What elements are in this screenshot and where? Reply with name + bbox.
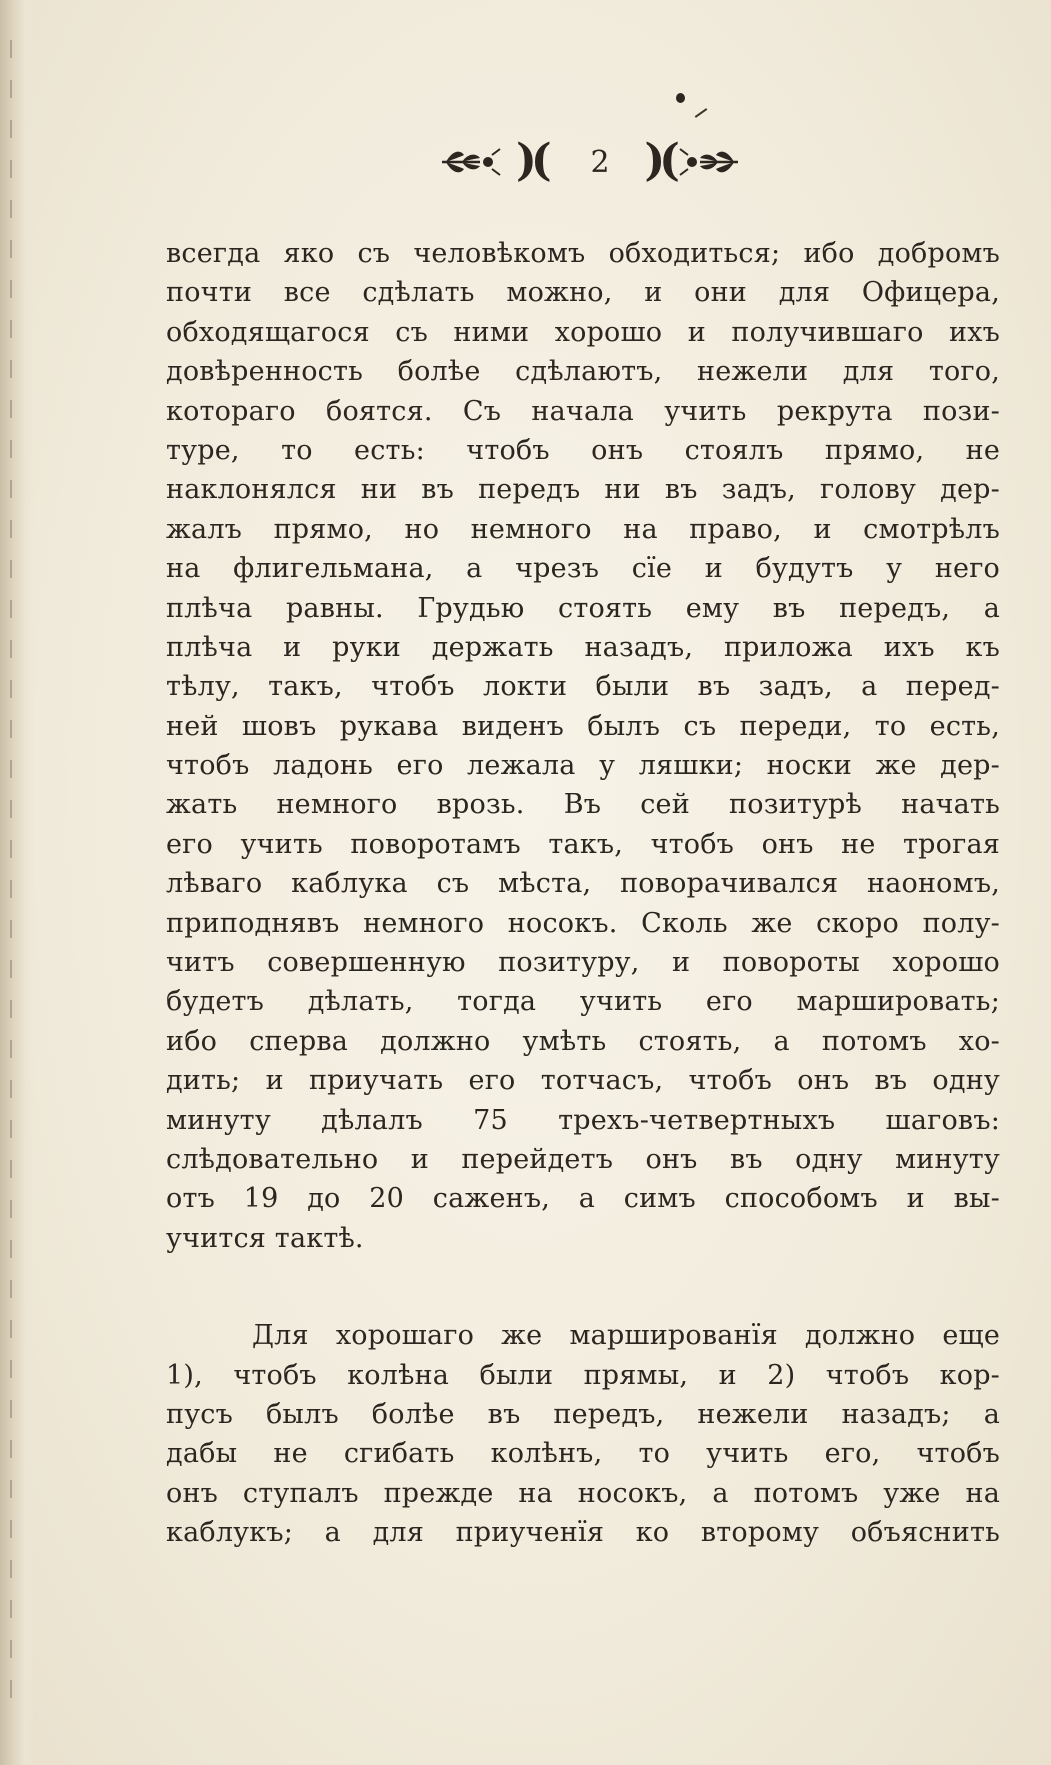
text-line: всегда яко съ человѣкомъ обходиться; ибо добромъ — [166, 238, 1000, 269]
text-line: жать немного врозь. Въ сей позитурѣ начать — [166, 789, 1000, 821]
text-line: тѣлу, такъ, чтобъ локти были въ задъ, а перед- — [166, 671, 1000, 703]
text-line: 1), чтобъ колѣна были прямы, и 2) чтобъ кор- — [166, 1359, 1000, 1391]
text-line: плѣча и руки держать назадъ, приложа ихъ къ — [166, 631, 1000, 663]
text-line: слѣдовательно и перейдетъ онъ въ одну минуту — [166, 1143, 1000, 1175]
text-line: дить; и приучать его тотчасъ, чтобъ онъ въ одну — [166, 1065, 1000, 1097]
body-text — [166, 234, 1000, 1553]
floral-ornament-right-icon — [678, 145, 740, 179]
text-line: довѣренность болѣе сдѣлаютъ, нежели для того, — [166, 356, 1000, 388]
text-line: будетъ дѣлать, тогда учить его маршировать; — [166, 986, 1000, 1018]
text-line: лѣваго каблука съ мѣста, поворачивался наономъ, — [166, 868, 1000, 900]
text-line: почти все сдѣлать можно, и они для Офицера, — [166, 277, 1000, 309]
page-header — [440, 135, 740, 195]
header-bracket-right: )( — [644, 135, 674, 186]
text-line: обходящагося съ ними хорошо и получившаго ихъ — [166, 316, 1000, 348]
paragraph-gap — [166, 1258, 1000, 1316]
text-line: Для хорошаго же маршированїя должно еще — [252, 1320, 1000, 1352]
text-line: жалъ прямо, но немного на право, и смотрѣлъ — [166, 513, 1000, 545]
text-line: приподнявъ немного носокъ. Сколь же скоро полу- — [166, 907, 1000, 939]
page-binding-edge — [0, 0, 34, 1765]
text-line: пусъ былъ болѣе въ передъ, нежели назадъ; а — [166, 1398, 1000, 1430]
paragraph-2 — [166, 1316, 1000, 1552]
text-line: читъ совершенную позитуру, и повороты хорошо — [166, 947, 1000, 979]
text-line: ибо сперва должно умѣть стоять, а потомъ хо- — [166, 1025, 1000, 1057]
text-line: на флигельмана, а чрезъ сїе и будутъ у него — [166, 553, 1000, 585]
ink-tick-mark — [695, 108, 708, 118]
text-line: учится тактѣ. — [166, 1222, 364, 1254]
text-line: ней шовъ рукава виденъ былъ съ переди, то есть, — [166, 710, 1000, 742]
paragraph-1 — [166, 234, 1000, 1258]
header-bracket-left: )( — [516, 135, 546, 186]
ink-dot-mark — [676, 93, 685, 103]
text-line: дабы не сгибать колѣнъ, то учить его, чтобъ — [166, 1438, 1000, 1470]
text-line: его учить поворотамъ такъ, чтобъ онъ не трогая — [166, 828, 1000, 860]
text-line: наклонялся ни въ передъ ни въ задъ, голову дер- — [166, 474, 1000, 506]
text-line: онъ ступалъ прежде на носокъ, а потомъ уже на — [166, 1477, 1000, 1509]
text-line: минуту дѣлалъ 75 трехъ-четвертныхъ шаговъ: — [166, 1104, 1000, 1136]
floral-ornament-left-icon — [440, 145, 502, 179]
page-number: 2 — [590, 145, 610, 180]
text-line: котораго боятся. Съ начала учить рекрута пози- — [166, 395, 1000, 427]
text-line: отъ 19 до 20 саженъ, а симъ способомъ и вы- — [166, 1183, 1000, 1215]
text-line: чтобъ ладонь его лежала у ляшки; носки же дер- — [166, 750, 1000, 782]
text-line: каблукъ; а для приученїя ко второму объяснить — [166, 1517, 1000, 1549]
text-line: плѣча равны. Грудью стоять ему въ передъ, а — [166, 592, 1000, 624]
text-line: туре, то есть: чтобъ онъ стоялъ прямо, не — [166, 434, 1000, 466]
